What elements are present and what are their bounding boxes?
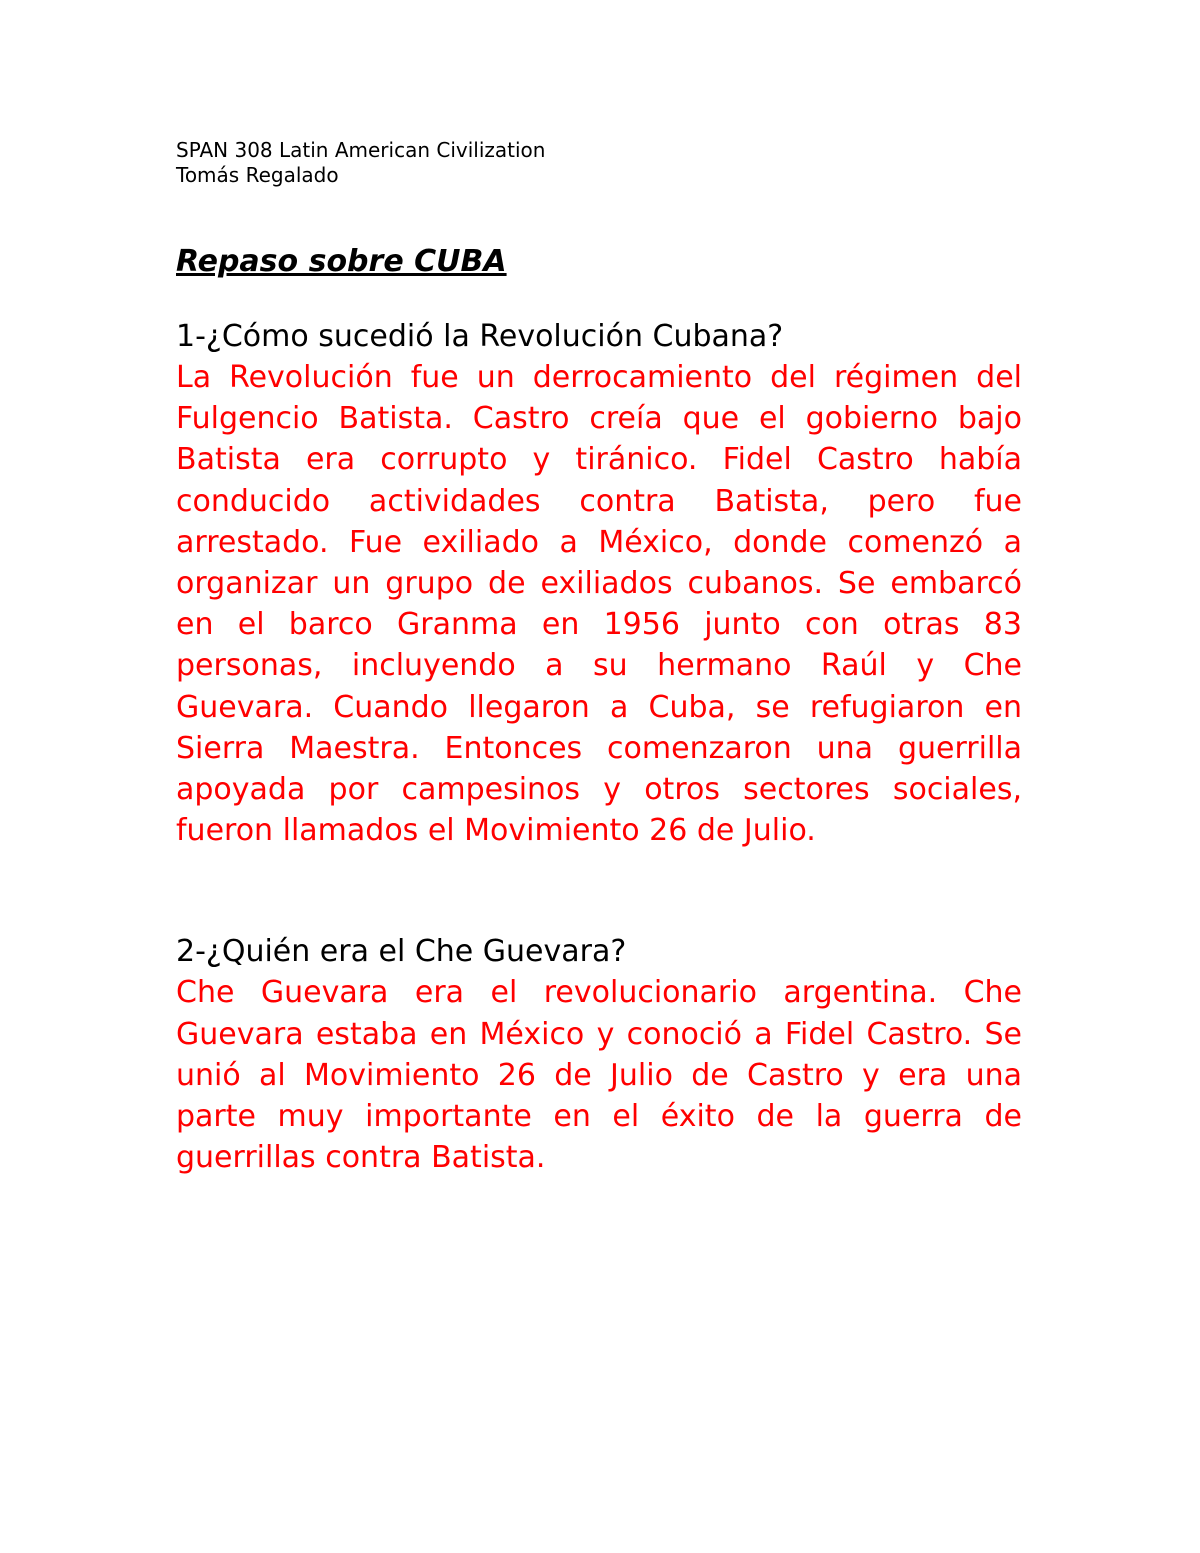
answer-2: Che Guevara era el revolucionario argentina. Che Guevara estaba en México y conoció a Fidel Castro. Se unió al Movimiento 26 de Julio de Castro y era una parte muy importante en el éxito de la guerra de guerrillas contra Batista. <box>176 975 1022 1176</box>
answer-1: La Revolución fue un derrocamiento del régimen del Fulgencio Batista. Castro creía que el gobierno bajo Batista era corrupto y tiránico. Fidel Castro había conducido actividades contra Batista, pero fue arrestado. Fue exiliado a México, donde comenzó a organizar un grupo de exiliados cubanos. Se embarcó en el barco Granma en 1956 junto con otras 83 personas, incluyendo a su hermano Raúl y Che Guevara. Cuando llegaron a Cuba, se refugiaron en Sierra Maestra. Entonces comenzaron una guerrilla apoyada por campesinos y otros sectores sociales, fueron llamados el Movimiento 26 de Julio. <box>176 360 1022 849</box>
document-title: Repaso sobre CUBA <box>176 244 507 279</box>
author-name: Tomás Regalado <box>176 163 339 187</box>
question-block-2 <box>176 931 1022 1178</box>
question-2: 2-¿Quién era el Che Guevara? <box>176 934 627 970</box>
course-name: SPAN 308 Latin American Civilization <box>176 138 546 162</box>
question-block-1 <box>176 316 1022 851</box>
question-1: 1-¿Cómo sucedió la Revolución Cubana? <box>176 319 784 354</box>
document-page <box>176 138 1022 1178</box>
